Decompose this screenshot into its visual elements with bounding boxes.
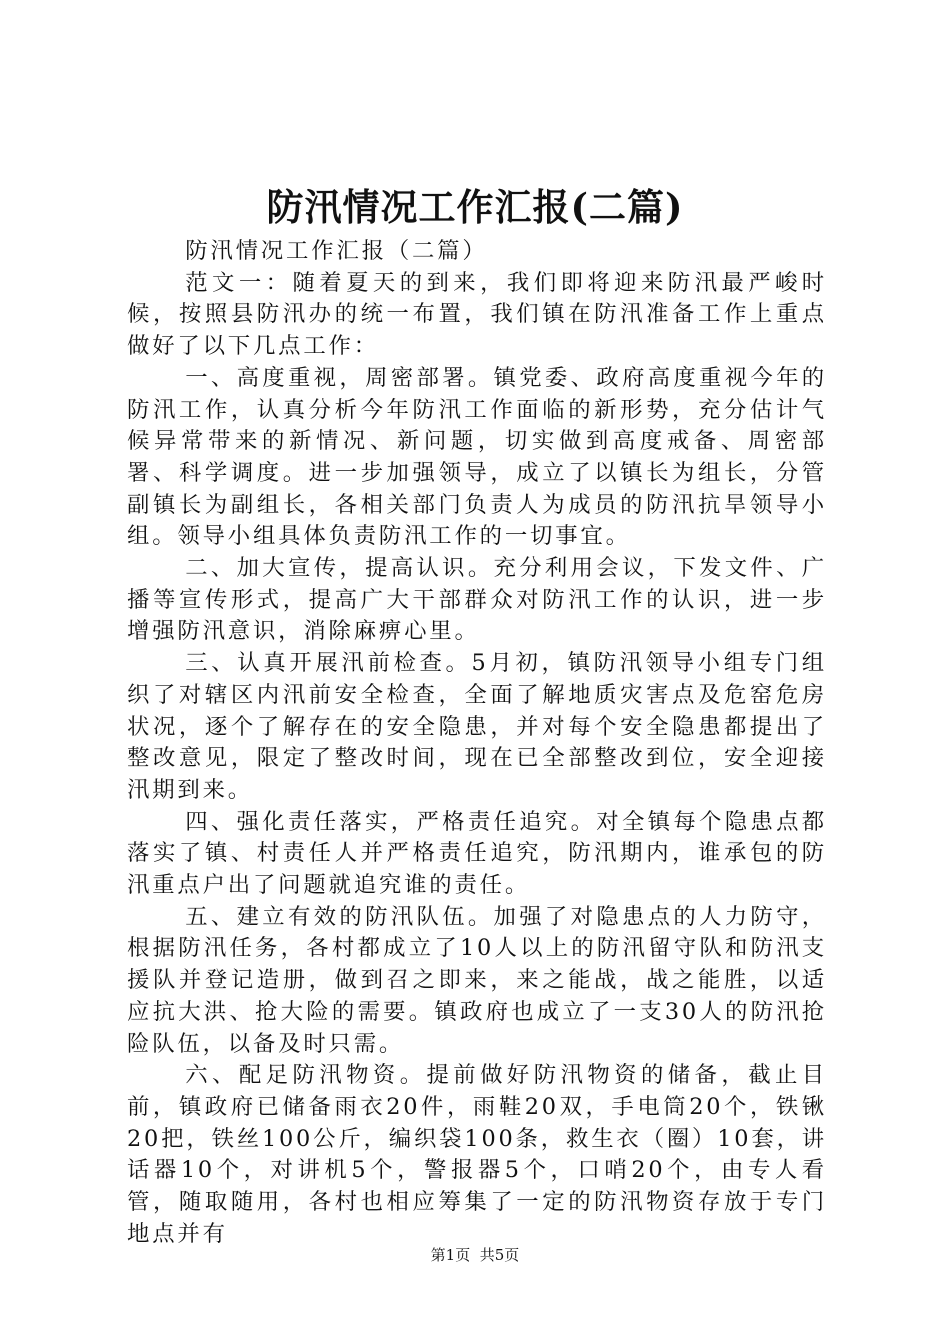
paragraph-point-4: 四、强化责任落实，严格责任追究。对全镇每个隐患点都落实了镇、村责任人并严格责任追究，防汛期内，谁承包的防汛重点户出了问题就追究谁的责任。 [127, 808, 827, 899]
paragraph-point-5: 五、建立有效的防汛队伍。加强了对隐患点的人力防守，根据防汛任务，各村都成立了10人以上的防汛留守队和防汛支援队并登记造册，做到召之即来，来之能战，战之能胜，以适应抗大洪、抢大险的需要。镇政府也成立了一支30人的防汛抢险队伍，以备及时只需。 [127, 903, 827, 1057]
footer-spacer [470, 1246, 480, 1264]
page-footer [0, 1244, 950, 1266]
page-number: 第1页 [430, 1246, 471, 1264]
paragraph-intro: 范文一：随着夏天的到来，我们即将迎来防汛最严峻时候，按照县防汛办的统一布置，我们镇在防汛准备工作上重点做好了以下几点工作： [127, 269, 827, 360]
page-total: 共5页 [479, 1246, 520, 1264]
document-body [127, 236, 827, 1251]
paragraph-point-2: 二、加大宣传，提高认识。充分利用会议，下发文件、广播等宣传形式，提高广大干部群众对防汛工作的认识，进一步增强防汛意识，消除麻痹心里。 [127, 555, 827, 645]
paragraph-point-3: 三、认真开展汛前检查。5月初，镇防汛领导小组专门组织了对辖区内汛前安全检查，全面了解地质灾害点及危窑危房状况，逐个了解存在的安全隐患，并对每个安全隐患都提出了整改意见，限定了整改时间，现在已全部整改到位，安全迎接汛期到来。 [127, 650, 827, 803]
paragraph-subtitle: 防汛情况工作汇报（二篇） [185, 238, 488, 264]
document-title: 防汛情况工作汇报(二篇) [266, 185, 684, 229]
paragraph-point-6: 六、配足防汛物资。提前做好防汛物资的储备，截止目前，镇政府已储备雨衣20件，雨鞋20双，手电筒20个，铁锹20把，铁丝100公斤，编织袋100条，救生衣（圈）10套，讲话器10个，对讲机5个，警报器5个，口哨20个，由专人看管，随取随用，各村也相应筹集了一定的防汛物资存放于专门地点并有 [127, 1062, 827, 1247]
paragraph-point-1: 一、高度重视，周密部署。镇党委、政府高度重视今年的防汛工作，认真分析今年防汛工作面临的新形势，充分估计气候异常带来的新情况、新问题，切实做到高度戒备、周密部署、科学调度。进一步加强领导，成立了以镇长为组长，分管副镇长为副组长，各相关部门负责人为成员的防汛抗旱领导小组。领导小组具体负责防汛工作的一切事宜。 [127, 364, 827, 550]
